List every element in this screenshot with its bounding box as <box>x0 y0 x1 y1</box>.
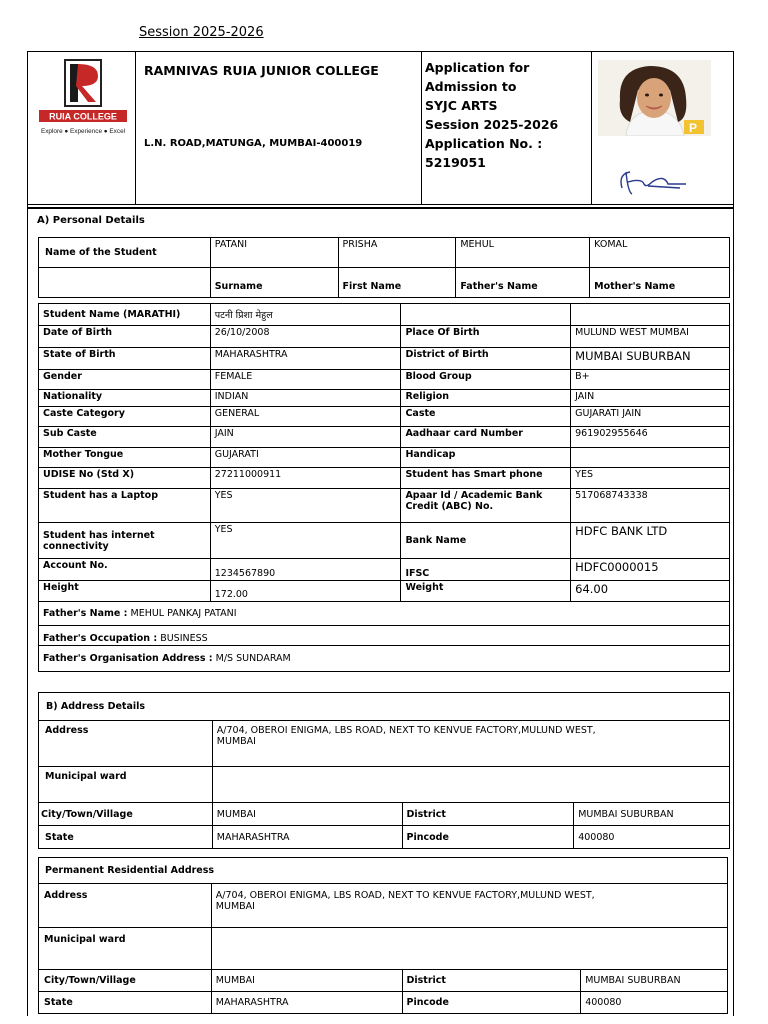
row-label: Caste Category <box>39 407 211 427</box>
section-permanent-title: Permanent Residential Address <box>39 858 728 884</box>
row-value: B+ <box>571 370 730 390</box>
row-label: Sub Caste <box>39 427 211 448</box>
header-block <box>27 51 734 205</box>
father-org-row <box>39 646 730 672</box>
row-value: 517068743338 <box>571 489 730 523</box>
row-label: Blood Group <box>401 370 571 390</box>
row-value: 64.00 <box>571 581 730 602</box>
row-value: YES <box>210 489 401 523</box>
first-name-value: PRISHA <box>338 238 456 268</box>
student-signature <box>608 168 693 196</box>
session-heading: Session 2025-2026 <box>139 25 264 40</box>
city-label: City/Town/Village <box>39 803 213 826</box>
father-occupation-row <box>39 626 730 646</box>
mothers-name-label: Mother's Name <box>590 268 730 298</box>
state-label: State <box>39 826 213 849</box>
row-label: Apaar Id / Academic Bank Credit (ABC) No. <box>401 489 571 523</box>
permanent-ward-label: Municipal ward <box>39 928 212 970</box>
father-name-row <box>39 602 730 626</box>
row-value <box>571 304 730 326</box>
first-name-label: First Name <box>338 268 456 298</box>
municipal-ward-value <box>212 767 729 803</box>
row-label: Account No. <box>39 559 211 581</box>
surname-label: Surname <box>210 268 338 298</box>
city-value: MUMBAI <box>212 803 402 826</box>
address-details-table <box>38 692 730 849</box>
permanent-city-label: City/Town/Village <box>39 970 212 992</box>
application-line-4: Session 2025-2026 <box>425 117 559 132</box>
father-name-label: Father's Name : <box>43 608 128 619</box>
application-line-5: Application No. : <box>425 136 543 151</box>
row-value: GUJARATI JAIN <box>571 407 730 427</box>
application-line-1: Application for <box>425 60 530 75</box>
father-occupation-value: BUSINESS <box>160 633 208 644</box>
row-value: 961902955646 <box>571 427 730 448</box>
application-line-2: Admission to <box>425 79 517 94</box>
row-label: UDISE No (Std X) <box>39 468 211 489</box>
permanent-district-label: District <box>402 970 581 992</box>
name-of-student-label: Name of the Student <box>39 238 211 268</box>
pincode-label: Pincode <box>402 826 574 849</box>
section-personal-title: A) Personal Details <box>37 215 145 226</box>
address-value: A/704, OBEROI ENIGMA, LBS ROAD, NEXT TO KENVUE FACTORY,MULUND WEST, MUMBAI <box>212 721 729 767</box>
section-address-title: B) Address Details <box>39 693 730 721</box>
state-value: MAHARASHTRA <box>212 826 402 849</box>
row-label: Student has internet connectivity <box>39 523 211 559</box>
surname-value: PATANI <box>210 238 338 268</box>
row-label: Student Name (MARATHI) <box>39 304 211 326</box>
row-value: JAIN <box>571 390 730 407</box>
row-label: Weight <box>401 581 571 602</box>
row-value: GENERAL <box>210 407 401 427</box>
row-value: 27211000911 <box>210 468 401 489</box>
row-value: GUJARATI <box>210 448 401 468</box>
father-org-label: Father's Organisation Address : <box>43 653 213 664</box>
row-label: Height <box>39 581 211 602</box>
permanent-ward-value <box>211 928 727 970</box>
row-label: Gender <box>39 370 211 390</box>
row-label: Aadhaar card Number <box>401 427 571 448</box>
row-label: Bank Name <box>401 523 571 559</box>
permanent-address-value: A/704, OBEROI ENIGMA, LBS ROAD, NEXT TO KENVUE FACTORY,MULUND WEST, MUMBAI <box>211 884 727 928</box>
district-value: MUMBAI SUBURBAN <box>574 803 730 826</box>
permanent-city-value: MUMBAI <box>211 970 402 992</box>
permanent-state-value: MAHARASHTRA <box>211 992 402 1014</box>
application-line-3: SYJC ARTS <box>425 98 498 113</box>
college-address: L.N. ROAD,MATUNGA, MUMBAI-400019 <box>144 138 363 149</box>
row-value: YES <box>571 468 730 489</box>
father-org-value: M/S SUNDARAM <box>215 653 291 664</box>
application-number: 5219051 <box>425 155 486 170</box>
row-value: पटनी प्रिशा मेहुल <box>210 304 401 326</box>
permanent-pincode-value: 400080 <box>581 992 728 1014</box>
row-value: HDFC BANK LTD <box>571 523 730 559</box>
permanent-pincode-label: Pincode <box>402 992 581 1014</box>
row-label: Student has a Laptop <box>39 489 211 523</box>
row-value <box>571 448 730 468</box>
permanent-district-value: MUMBAI SUBURBAN <box>581 970 728 992</box>
row-value: 172.00 <box>210 581 401 602</box>
pincode-value: 400080 <box>574 826 730 849</box>
row-label: Handicap <box>401 448 571 468</box>
row-label: Nationality <box>39 390 211 407</box>
row-value: FEMALE <box>210 370 401 390</box>
college-logo <box>34 58 132 142</box>
row-value: JAIN <box>210 427 401 448</box>
row-label: Caste <box>401 407 571 427</box>
application-info <box>425 58 590 172</box>
row-value: MAHARASHTRA <box>210 348 401 370</box>
municipal-ward-label: Municipal ward <box>39 767 213 803</box>
name-blank-cell <box>39 268 211 298</box>
permanent-state-label: State <box>39 992 212 1014</box>
row-label: Student has Smart phone <box>401 468 571 489</box>
row-value: YES <box>210 523 401 559</box>
row-value: HDFC0000015 <box>571 559 730 581</box>
row-value: MUMBAI SUBURBAN <box>571 348 730 370</box>
row-label <box>401 304 571 326</box>
row-value: MULUND WEST MUMBAI <box>571 326 730 348</box>
row-label: Date of Birth <box>39 326 211 348</box>
row-value: 26/10/2008 <box>210 326 401 348</box>
row-label: Religion <box>401 390 571 407</box>
mothers-name-value: KOMAL <box>590 238 730 268</box>
logo-tagline: Explore ● Experience ● Excel <box>40 128 126 135</box>
personal-details-table <box>38 303 730 672</box>
permanent-address-label: Address <box>39 884 212 928</box>
father-name-value: MEHUL PANKAJ PATANI <box>130 608 237 619</box>
row-label: State of Birth <box>39 348 211 370</box>
student-name-table <box>38 237 730 298</box>
college-name: RAMNIVAS RUIA JUNIOR COLLEGE <box>144 63 379 78</box>
student-photo <box>598 60 711 136</box>
father-occupation-label: Father's Occupation : <box>43 633 158 644</box>
district-label: District <box>402 803 574 826</box>
svg-text:P: P <box>689 121 698 135</box>
permanent-address-table <box>38 857 728 1014</box>
logo-text: RUIA COLLEGE <box>49 111 117 122</box>
fathers-name-value: MEHUL <box>456 238 590 268</box>
row-label: IFSC <box>401 559 571 581</box>
row-label: Mother Tongue <box>39 448 211 468</box>
address-label: Address <box>39 721 213 767</box>
fathers-name-label: Father's Name <box>456 268 590 298</box>
row-label: Place Of Birth <box>401 326 571 348</box>
row-label: District of Birth <box>401 348 571 370</box>
row-value: 1234567890 <box>210 559 401 581</box>
row-value: INDIAN <box>210 390 401 407</box>
